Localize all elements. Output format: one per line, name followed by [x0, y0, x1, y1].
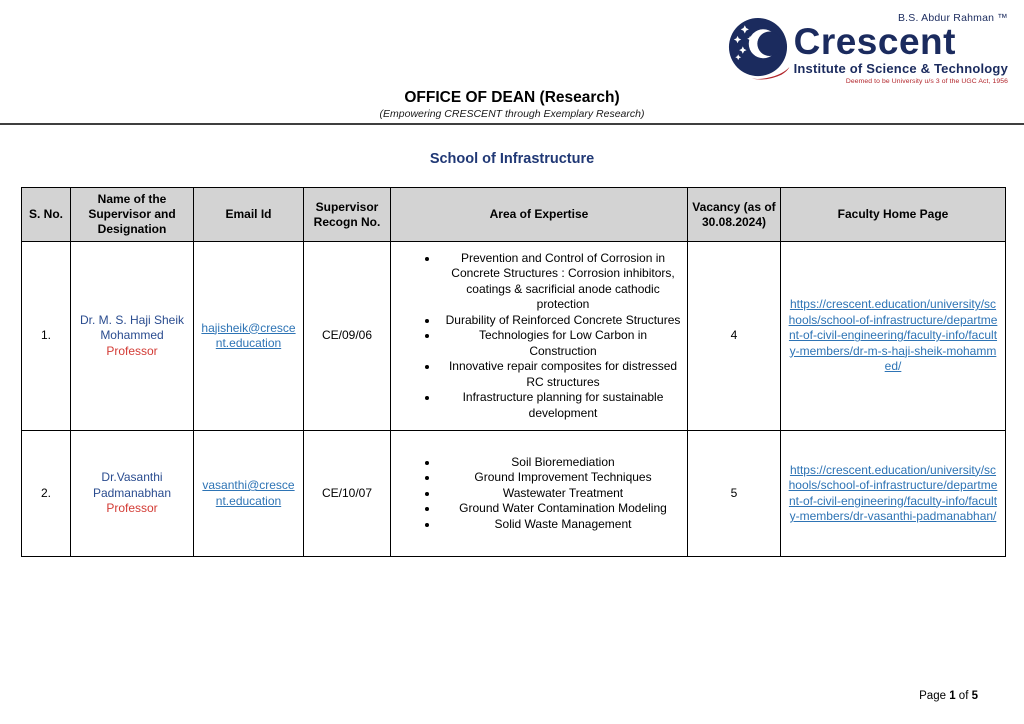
expertise-list	[397, 251, 681, 421]
cell-supervisor-name-designation	[71, 431, 194, 557]
expertise-item: • Solid Waste Management	[439, 517, 681, 532]
expertise-item: • Durability of Reinforced Concrete Structures	[439, 313, 681, 328]
supervisor-designation: Professor	[106, 501, 158, 516]
footer-page-label: Page	[919, 690, 950, 702]
column-header-sno: S. No.	[22, 188, 71, 242]
column-header-email: Email Id	[194, 188, 304, 242]
supervisor-designation: Professor	[106, 343, 158, 358]
cell-email	[194, 431, 304, 557]
supervisor-name: Dr.Vasanthi Padmanabhan	[92, 470, 172, 500]
cell-serial-number: 2.	[22, 431, 71, 557]
email-link[interactable]: vasanthi@crescent.education	[202, 478, 295, 508]
expertise-item: • Ground Water Contamination Modeling	[439, 501, 681, 516]
footer-of-label: of	[955, 690, 972, 702]
office-title: OFFICE OF DEAN (Research)	[404, 89, 620, 106]
crescent-logo	[725, 12, 1008, 90]
logo-text-block	[794, 12, 1008, 85]
footer-total-pages: 5	[971, 690, 978, 702]
header-divider	[0, 123, 1024, 125]
logo-institute-line: Institute of Science & Technology	[793, 61, 1008, 76]
supervisor-table	[21, 187, 1006, 557]
table-header-row	[22, 188, 1006, 242]
logo-trademark-name: B.S. Abdur Rahman ™	[897, 12, 1008, 24]
cell-supervisor-name-designation	[71, 242, 194, 431]
column-header-homepage: Faculty Home Page	[781, 188, 1006, 242]
cell-email	[194, 242, 304, 431]
cell-area-of-expertise	[391, 431, 688, 557]
table-row	[22, 431, 1006, 557]
expertise-item: • Ground Improvement Techniques	[439, 470, 681, 485]
column-header-expertise: Area of Expertise	[391, 188, 688, 242]
expertise-item: • Innovative repair composites for distressed RC structures	[439, 359, 681, 390]
logo-deemed-text: Deemed to be University u/s 3 of the UGC Act, 1956	[845, 78, 1008, 85]
cell-vacancy: 4	[688, 242, 781, 431]
cell-supervisor-recogn-no: CE/09/06	[304, 242, 391, 431]
supervisor-name: Dr. M. S. Haji Sheik Mohammed	[79, 312, 185, 343]
table-row	[22, 242, 1006, 431]
email-link[interactable]: hajisheik@crescent.education	[201, 320, 296, 350]
logo-brand: Crescent	[793, 21, 956, 62]
faculty-home-page-link[interactable]: https://crescent.education/university/schools/school-of-infrastructure/department-of-civil-engineering/faculty-info/faculty-members/dr-vasanthi-padmanabhan/	[788, 462, 998, 523]
expertise-item: • Infrastructure planning for sustainable development	[439, 390, 681, 421]
expertise-item: • Wastewater Treatment	[439, 486, 681, 501]
column-header-vacancy: Vacancy (as of 30.08.2024)	[688, 188, 781, 242]
cell-faculty-home-page	[781, 431, 1006, 557]
page-footer	[919, 690, 978, 702]
expertise-item: • Soil Bioremediation	[439, 455, 681, 470]
column-header-name: Name of the Supervisor and Designation	[71, 188, 194, 242]
crescent-emblem-icon	[725, 16, 791, 90]
column-header-recogn: Supervisor Recogn No.	[304, 188, 391, 242]
cell-area-of-expertise	[391, 242, 688, 431]
cell-faculty-home-page	[781, 242, 1006, 431]
expertise-list	[397, 455, 681, 532]
faculty-home-page-link[interactable]: https://crescent.education/university/schools/school-of-infrastructure/department-of-civil-engineering/faculty-info/faculty-members/dr-m-s-haji-sheik-mohammed/	[788, 297, 998, 374]
cell-serial-number: 1.	[22, 242, 71, 431]
cell-supervisor-recogn-no: CE/10/07	[304, 431, 391, 557]
office-subtitle: (Empowering CRESCENT through Exemplary Research)	[379, 108, 645, 120]
cell-vacancy: 5	[688, 431, 781, 557]
footer-page-number: 1	[949, 690, 956, 702]
page-title: School of Infrastructure	[429, 151, 595, 167]
expertise-item: • Prevention and Control of Corrosion in Concrete Structures : Corrosion inhibitors, coatings & sacrificial anode cathodic protection	[439, 251, 681, 313]
expertise-item: • Technologies for Low Carbon in Construction	[439, 328, 681, 359]
